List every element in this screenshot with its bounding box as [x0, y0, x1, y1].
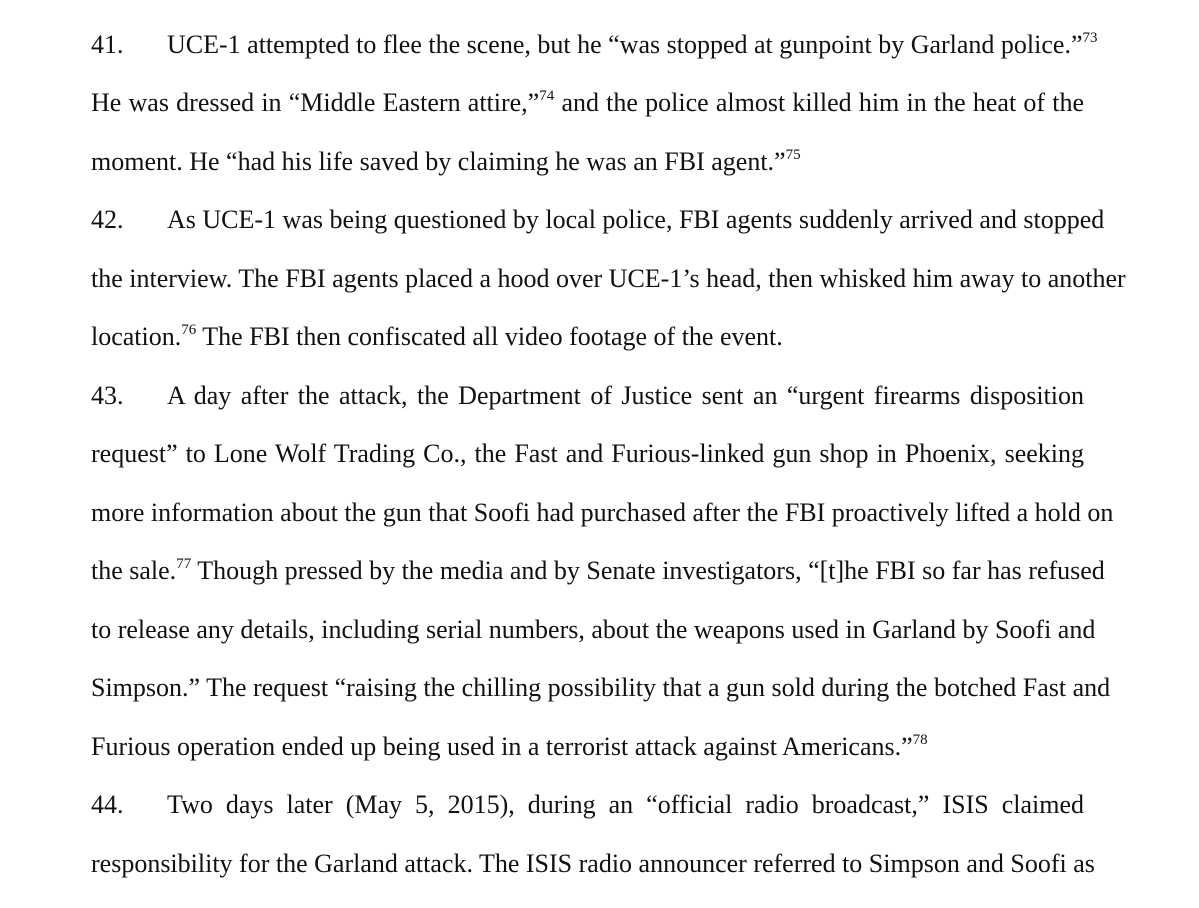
- footnote-ref-75: 75: [785, 147, 801, 163]
- paragraph-43-line-7: [91, 727, 1084, 767]
- text-run: Though pressed by the media and by Senate investigators, “[t]he FBI so far has refused: [191, 556, 1105, 585]
- paragraph-number: 43.: [91, 381, 124, 410]
- footnote-ref-73: 73: [1082, 30, 1098, 46]
- paragraph-43-line-5: [91, 610, 1096, 650]
- paragraph-43-line-4: [91, 551, 1105, 591]
- paragraph-43-line-2: [91, 434, 1084, 474]
- paragraph-41-line-2: [91, 83, 1084, 123]
- footnote-ref-74: 74: [539, 88, 555, 104]
- text-run: request” to Lone Wolf Trading Co., the Fast and Furious-linked gun shop in Phoenix, seeking: [91, 439, 1084, 468]
- text-run: Furious operation ended up being used in a terrorist attack against Americans.”: [91, 732, 913, 761]
- paragraph-43-line-1: [91, 376, 1084, 416]
- text-run: to release any details, including serial numbers, about the weapons used in Garland by Soofi and: [91, 615, 1096, 644]
- paragraph-41-line-1: [91, 25, 1098, 65]
- text-run: The FBI then confiscated all video footage of the event.: [196, 322, 783, 351]
- paragraph-42-line-1: [91, 200, 1105, 240]
- text-run: Simpson.” The request “raising the chilling possibility that a gun sold during the botched Fast and: [91, 673, 1111, 702]
- text-run: A day after the attack, the Department of Justice sent an “urgent firearms disposition: [167, 381, 1084, 410]
- text-run: responsibility for the Garland attack. The ISIS radio announcer referred to Simpson and Soofi as: [91, 849, 1095, 878]
- text-run: As UCE-1 was being questioned by local police, FBI agents suddenly arrived and stopped: [167, 205, 1105, 234]
- paragraph-number: 42.: [91, 205, 124, 234]
- footnote-ref-76: 76: [181, 322, 197, 338]
- text-run: and the police almost killed him in the heat of the: [554, 88, 1084, 117]
- paragraph-42-line-2: [91, 259, 1126, 299]
- text-run: more information about the gun that Soofi had purchased after the FBI proactively lifted a hold on: [91, 498, 1114, 527]
- text-run: location.: [91, 322, 182, 351]
- paragraph-43-line-6: [91, 668, 1111, 708]
- paragraph-43-line-3: [91, 493, 1114, 533]
- paragraph-42-line-3: [91, 317, 1084, 357]
- paragraph-44-line-2: [91, 844, 1095, 884]
- paragraph-44-line-1: [91, 785, 1084, 825]
- paragraph-number: 41.: [91, 30, 124, 59]
- text-run: He was dressed in “Middle Eastern attire,”: [91, 88, 540, 117]
- paragraph-41-line-3: [91, 142, 1084, 182]
- footnote-ref-77: 77: [176, 556, 192, 572]
- text-run: the interview. The FBI agents placed a hood over UCE-1’s head, then whisked him away to another: [91, 264, 1126, 293]
- text-run: moment. He “had his life saved by claiming he was an FBI agent.”: [91, 147, 786, 176]
- text-run: the sale.: [91, 556, 177, 585]
- footnote-ref-78: 78: [912, 732, 928, 748]
- paragraph-number: 44.: [91, 790, 124, 819]
- text-run: Two days later (May 5, 2015), during an “official radio broadcast,” ISIS claimed: [167, 790, 1084, 819]
- text-run: UCE-1 attempted to flee the scene, but he “was stopped at gunpoint by Garland police.”: [167, 30, 1083, 59]
